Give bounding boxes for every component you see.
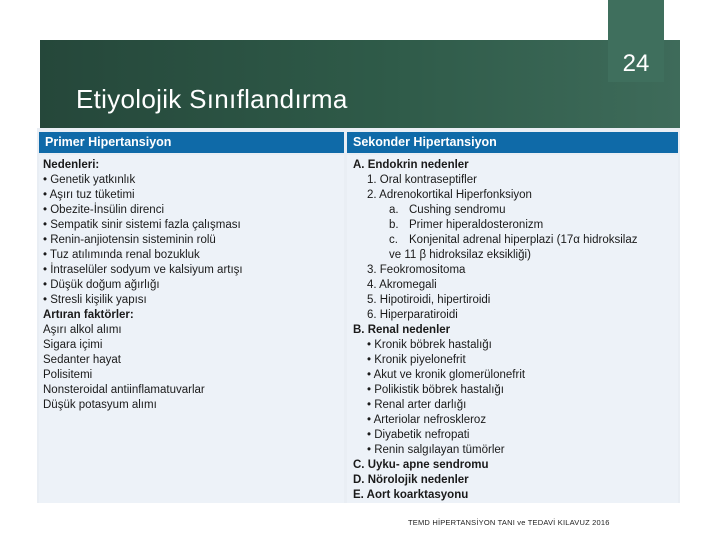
factor-item: Aşırı alkol alımı bbox=[43, 324, 122, 336]
renal-item: • Akut ve kronik glomerülonefrit bbox=[367, 369, 526, 381]
cause-item: • İntraselüler sodyum ve kalsiyum artışı bbox=[43, 264, 243, 276]
factor-item: Nonsteroidal antiinflamatuvarlar bbox=[43, 384, 205, 396]
causes-title: Nedenleri: bbox=[43, 159, 100, 171]
adrenal-subitem-continuation: ve 11 β hidroksilaz eksikliği) bbox=[389, 249, 531, 261]
adrenal-subitem: b. Primer hiperaldosteronizm bbox=[389, 219, 544, 231]
cause-item: • Stresli kişilik yapısı bbox=[43, 294, 147, 306]
renal-item: • Arteriolar nefroskleroz bbox=[367, 414, 487, 426]
factor-item: Polisitemi bbox=[43, 369, 93, 381]
factor-item: Sigara içimi bbox=[43, 339, 103, 351]
primary-hypertension-header: Primer Hipertansiyon bbox=[39, 132, 344, 153]
cause-item: • Genetik yatkınlık bbox=[43, 174, 136, 186]
cause-item: • Düşük doğum ağırlığı bbox=[43, 279, 160, 291]
cause-item: • Renin-anjiotensin sisteminin rolü bbox=[43, 234, 216, 246]
cause-item: • Tuz atılımında renal bozukluk bbox=[43, 249, 200, 261]
slide-title: Etiyolojik Sınıflandırma bbox=[76, 84, 348, 114]
cause-item: • Sempatik sinir sistemi fazla çalışması bbox=[43, 219, 241, 231]
neurologic-causes-title: D. Nörolojik nedenler bbox=[353, 474, 469, 486]
endocrine-item: 4. Akromegali bbox=[367, 279, 437, 291]
cause-item: • Obezite-İnsülin direnci bbox=[43, 204, 165, 216]
renal-item: • Renal arter darlığı bbox=[367, 399, 467, 411]
renal-causes-title: B. Renal nedenler bbox=[353, 324, 451, 336]
factors-title: Artıran faktörler: bbox=[43, 309, 134, 321]
secondary-hypertension-column bbox=[347, 155, 678, 503]
endocrine-item: 1. Oral kontraseptifler bbox=[367, 174, 477, 186]
endocrine-item: 6. Hiperparatiroidi bbox=[367, 309, 458, 321]
factor-item: Düşük potasyum alımı bbox=[43, 399, 157, 411]
adrenal-subitem: a. Cushing sendromu bbox=[389, 204, 506, 216]
endocrine-causes-title: A. Endokrin nedenler bbox=[353, 159, 469, 171]
endocrine-item: 2. Adrenokortikal Hiperfonksiyon bbox=[367, 189, 532, 201]
aortic-coarctation-title: E. Aort koarktasyonu bbox=[353, 489, 469, 501]
secondary-hypertension-header: Sekonder Hipertansiyon bbox=[347, 132, 678, 153]
renal-item: • Renin salgılayan tümörler bbox=[367, 444, 505, 456]
cause-item: • Aşırı tuz tüketimi bbox=[43, 189, 135, 201]
renal-item: • Kronik piyelonefrit bbox=[367, 354, 466, 366]
etiology-table bbox=[37, 128, 680, 503]
renal-item: • Polikistik böbrek hastalığı bbox=[367, 384, 504, 396]
endocrine-item: 5. Hipotiroidi, hipertiroidi bbox=[367, 294, 491, 306]
renal-item: • Kronik böbrek hastalığı bbox=[367, 339, 492, 351]
adrenal-subitem: c. Konjenital adrenal hiperplazi (17α hidroksilaz bbox=[389, 234, 638, 246]
factor-item: Sedanter hayat bbox=[43, 354, 122, 366]
renal-item: • Diyabetik nefropati bbox=[367, 429, 470, 441]
page-number: 24 bbox=[622, 50, 650, 77]
primary-hypertension-column bbox=[39, 155, 344, 503]
endocrine-item: 3. Feokromositoma bbox=[367, 264, 466, 276]
source-footer: TEMD HİPERTANSİYON TANI ve TEDAVİ KILAVUZ 2016 bbox=[408, 518, 610, 527]
sleep-apnea-title: C. Uyku- apne sendromu bbox=[353, 459, 489, 471]
